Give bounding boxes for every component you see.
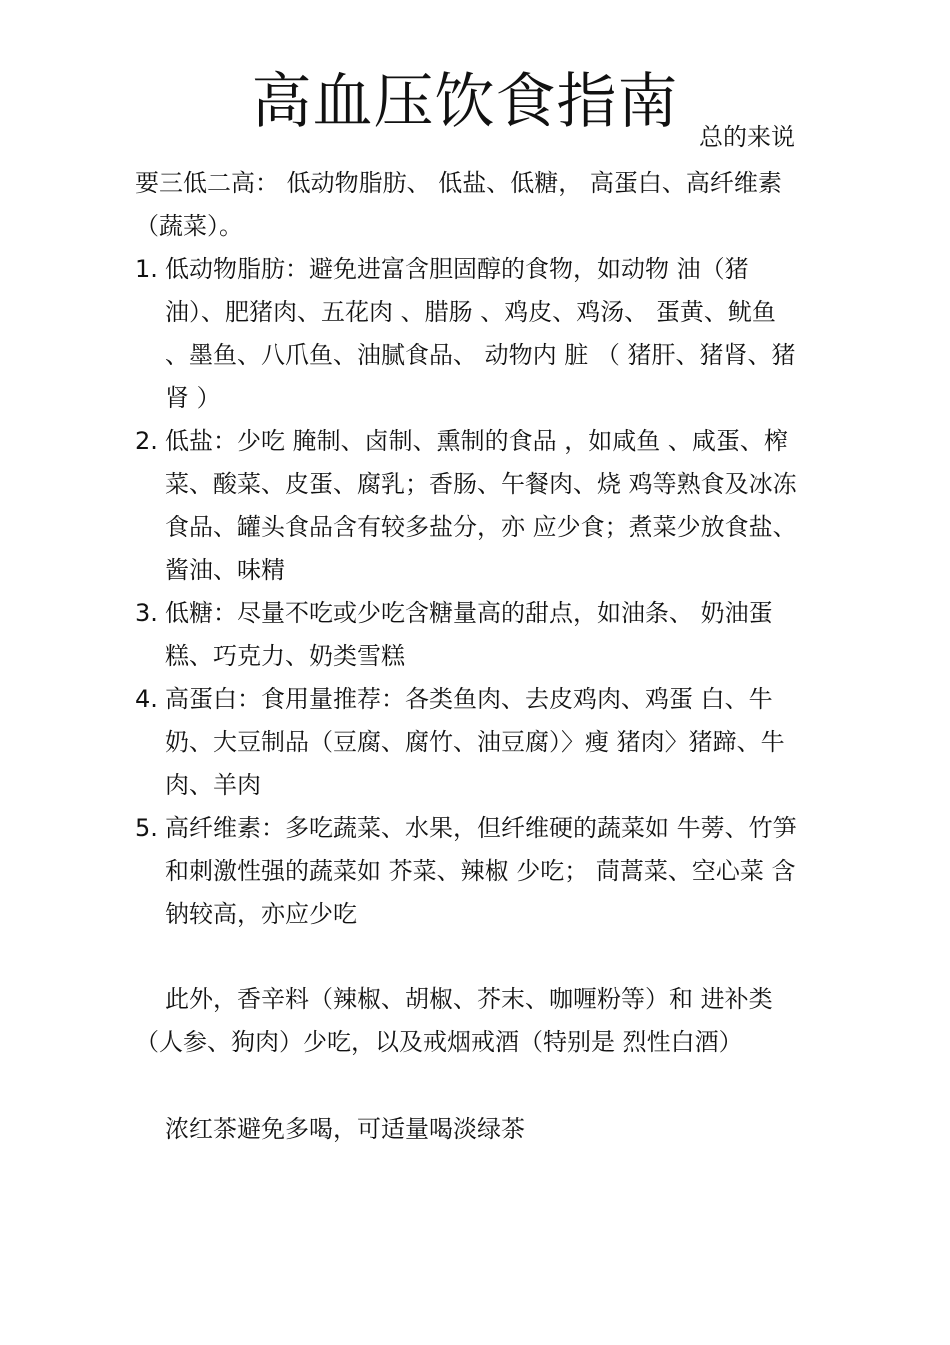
extra-paragraph: 此外，香辛料（辣椒、胡椒、芥末、咖喱粉等）和 进补类（人参、狗肉）少吃，以及戒烟戒酒（特别是 烈性白酒） <box>135 985 773 1056</box>
list-item <box>135 807 807 936</box>
list-item <box>135 592 807 678</box>
list-item-number: 5. <box>135 814 158 842</box>
document-title: 高血压饮食指南 <box>251 67 679 137</box>
list-item-number: 1. <box>135 255 158 283</box>
list-item <box>135 420 807 592</box>
document-subtitle: 总的来说 <box>699 123 795 151</box>
list-item-text: 低盐：少吃 腌制、卤制、熏制的食品 ，如咸鱼 、咸蛋、榨菜、酸菜、皮蛋、腐乳；香肠、午餐肉、烧 鸡等熟食及冰冻食品、罐头食品含有较多盐分，亦 应少食；煮菜少放食盐、酱油、味精 <box>165 427 797 584</box>
list-item-text: 低糖：尽量不吃或少吃含糖量高的甜点，如油条、 奶油蛋糕、巧克力、奶类雪糕 <box>165 599 773 670</box>
list-item-number: 3. <box>135 599 158 627</box>
guideline-list <box>135 248 807 936</box>
list-item-text: 高纤维素：多吃蔬菜、水果，但纤维硬的蔬菜如 牛蒡、竹笋 和刺激性强的蔬菜如 芥菜、辣椒 少吃； 茼蒿菜、空心菜 含钠较高，亦应少吃 <box>165 814 797 928</box>
list-item-text: 高蛋白：食用量推荐：各类鱼肉、去皮鸡肉、鸡蛋 白、牛奶、大豆制品（豆腐、腐竹、油豆腐）〉瘦 猪肉〉猪蹄、牛肉、羊肉 <box>165 685 785 799</box>
list-item-text: 低动物脂肪：避免进富含胆固醇的食物，如动物 油（猪油）、肥猪肉、五花肉 、腊肠 、鸡皮、鸡汤、 蛋黄、鱿鱼 、墨鱼、八爪鱼、油腻食品、 动物内 脏 （ 猪肝、猪肾、猪肾 ） <box>165 255 796 412</box>
list-item <box>135 248 807 420</box>
list-item-number: 4. <box>135 685 158 713</box>
list-item <box>135 678 807 807</box>
intro-paragraph: 要三低二高： 低动物脂肪、 低盐、低糖， 高蛋白、高纤维素 （蔬菜）。 <box>135 169 782 240</box>
tea-paragraph: 浓红茶避免多喝，可适量喝淡绿茶 <box>165 1115 525 1143</box>
list-item-number: 2. <box>135 427 158 455</box>
